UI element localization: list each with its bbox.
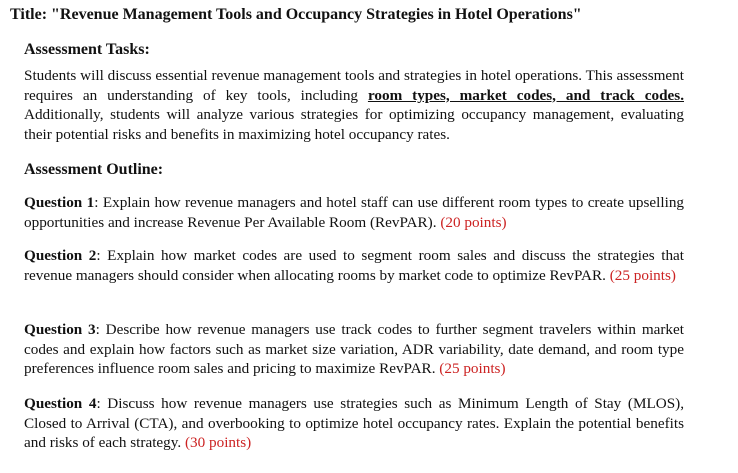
question-1-text: : Explain how revenue managers and hotel staff can use different room types to create upselling opportunities and increase Revenue Per Available Room (RevPAR).: [24, 194, 685, 231]
tasks-text-after: Additionally, students will analyze various strategies for optimizing occupancy management, evaluating their potential risks and benefits in maximizing hotel occupancy rates.: [24, 106, 684, 143]
question-1-points: (20 points): [440, 213, 507, 231]
question-1-label: Question 1: [24, 194, 95, 211]
question-2-points: (25 points): [609, 266, 676, 284]
question-3-label: Question 3: [24, 321, 96, 338]
key-tools-emphasis: room types, market codes, and track codes.: [367, 86, 684, 104]
assessment-tasks-heading: Assessment Tasks:: [24, 41, 150, 58]
question-3: [24, 320, 684, 379]
assessment-tasks-paragraph: [24, 66, 684, 144]
assessment-outline-heading: Assessment Outline:: [24, 161, 164, 178]
question-4-label: Question 4: [24, 395, 97, 412]
question-2: [24, 246, 684, 285]
question-3-text: : Describe how revenue managers use track codes to further segment travelers within market codes and explain how factors such as market size variation, ADR variability, date demand, and room type preferences influence room sales and pricing to maximize RevPAR.: [24, 321, 684, 377]
question-3-points: (25 points): [439, 360, 506, 377]
question-2-text: : Explain how market codes are used to segment room sales and discuss the strategies that revenue managers should consider when allocating rooms by market code to optimize RevPAR.: [24, 247, 685, 284]
question-1: [24, 193, 684, 232]
document-title: Title: "Revenue Management Tools and Occupancy Strategies in Hotel Operations": [10, 6, 582, 23]
tasks-text-before: Students will discuss essential revenue management tools and strategies in hotel operations. This assessment requires an understanding of key tools, including: [24, 67, 684, 104]
question-4-text: : Discuss how revenue managers use strategies such as Minimum Length of Stay (MLOS), Closed to Arrival (CTA), and overbooking to optimize hotel occupancy rates. Explain the potential benefits and risks of each strategy.: [24, 395, 684, 451]
question-2-label: Question 2: [24, 247, 97, 264]
question-4-points: (30 points): [184, 434, 252, 451]
question-4: [24, 394, 684, 453]
